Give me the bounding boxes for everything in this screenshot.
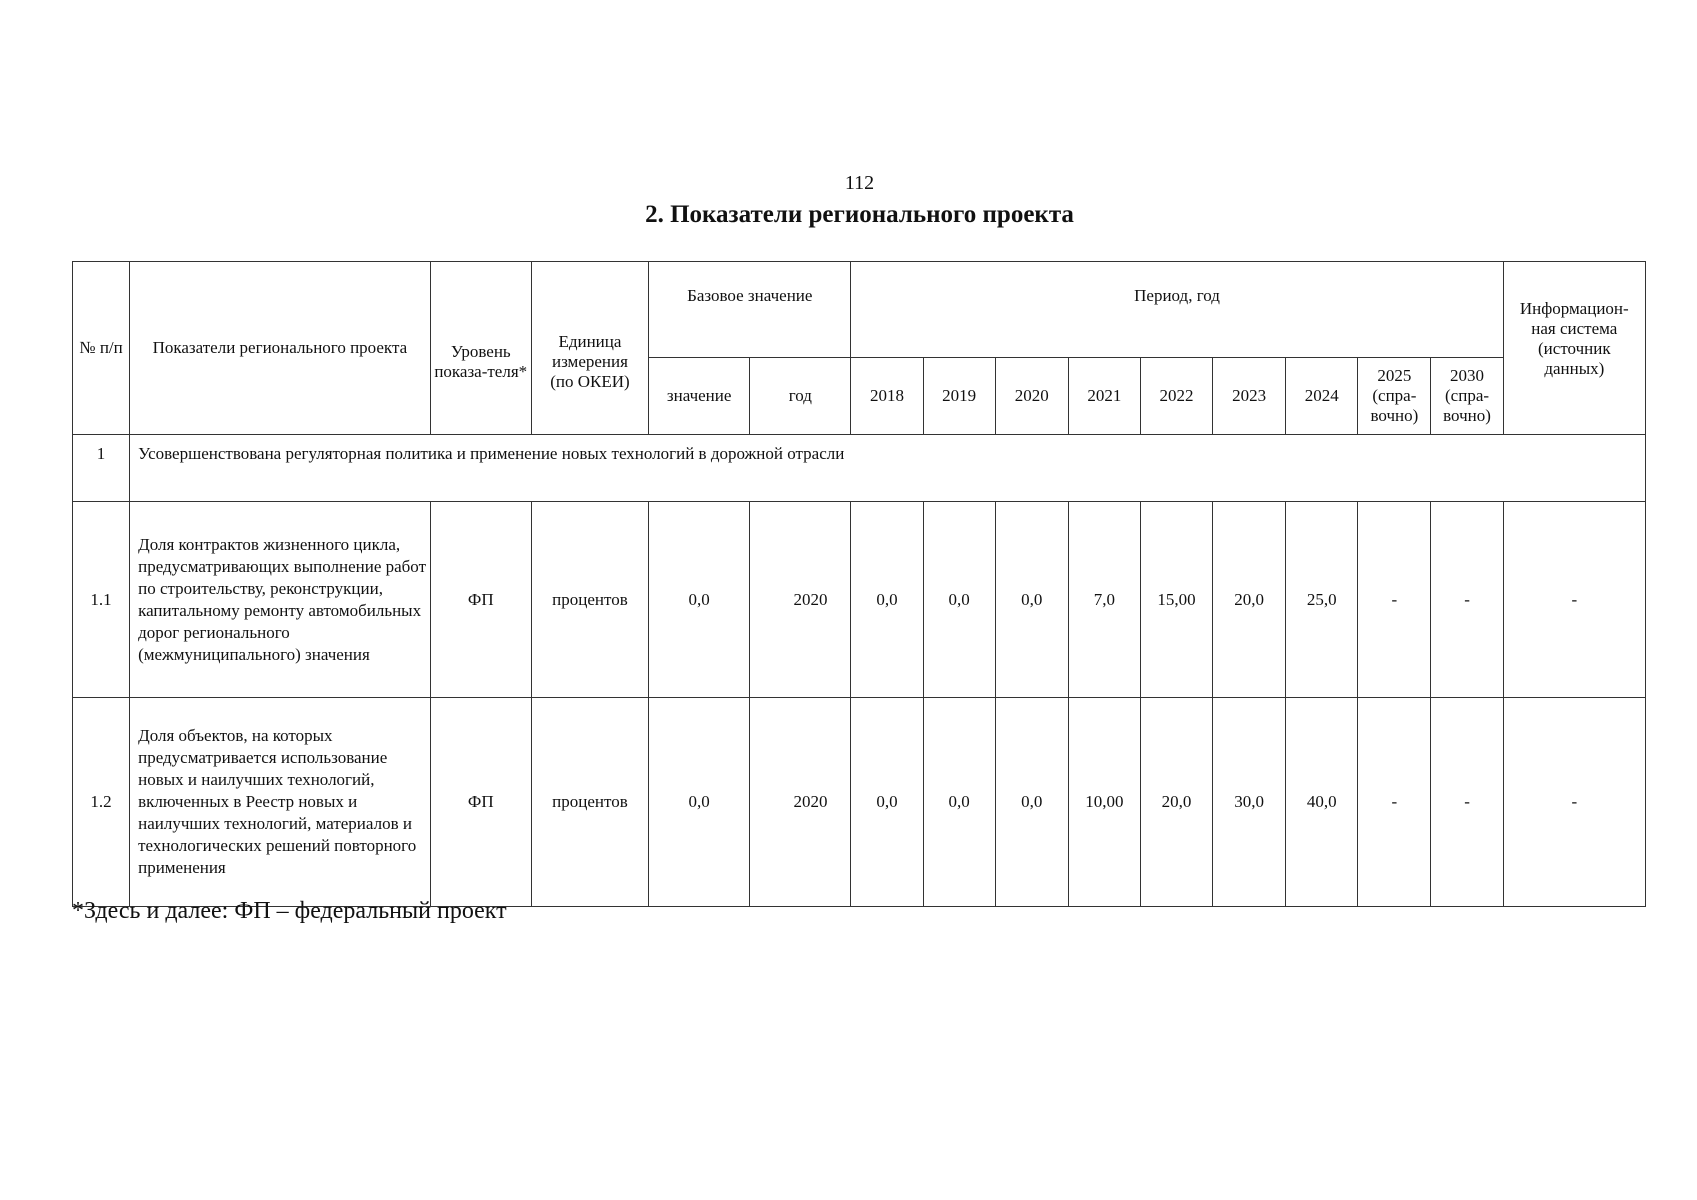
row-value-2018: 0,0 bbox=[851, 698, 923, 907]
section-title: Усовершенствована регуляторная политика и применение новых технологий в дорожной отрасли bbox=[130, 435, 1646, 502]
row-level: ФП bbox=[430, 698, 531, 907]
row-value-2020: 0,0 bbox=[995, 698, 1068, 907]
row-info-system: - bbox=[1503, 502, 1645, 698]
row-value-2024: 40,0 bbox=[1286, 698, 1358, 907]
header-year-2030: 2030 (спра-вочно) bbox=[1431, 358, 1503, 435]
table-row bbox=[73, 698, 1646, 907]
row-value-2025: - bbox=[1358, 502, 1431, 698]
row-value-2019: 0,0 bbox=[923, 698, 995, 907]
row-value-2023: 20,0 bbox=[1213, 502, 1286, 698]
row-value-2024: 25,0 bbox=[1286, 502, 1358, 698]
header-year-2025: 2025 (спра-вочно) bbox=[1358, 358, 1431, 435]
row-value-2018: 0,0 bbox=[851, 502, 923, 698]
section-number: 1 bbox=[73, 435, 130, 502]
row-value-2022: 15,00 bbox=[1140, 502, 1212, 698]
row-value-2023: 30,0 bbox=[1213, 698, 1286, 907]
row-base-value: 0,0 bbox=[649, 698, 750, 907]
row-base-year: 2020 bbox=[750, 502, 851, 698]
header-row-top bbox=[73, 262, 1646, 358]
header-year: год bbox=[750, 358, 851, 435]
row-base-year: 2020 bbox=[750, 698, 851, 907]
header-period: Период, год bbox=[851, 262, 1503, 358]
row-value-2021: 7,0 bbox=[1068, 502, 1140, 698]
row-value-2020: 0,0 bbox=[995, 502, 1068, 698]
header-level: Уровень показа-теля* bbox=[430, 262, 531, 435]
header-unit: Единица измерения (по ОКЕИ) bbox=[531, 262, 648, 435]
row-base-value: 0,0 bbox=[649, 502, 750, 698]
row-number: 1.2 bbox=[73, 698, 130, 907]
header-base-value: Базовое значение bbox=[649, 262, 851, 358]
header-value: значение bbox=[649, 358, 750, 435]
row-info-system: - bbox=[1503, 698, 1645, 907]
row-value-2021: 10,00 bbox=[1068, 698, 1140, 907]
header-year-2020: 2020 bbox=[995, 358, 1068, 435]
indicators-table bbox=[72, 261, 1646, 907]
table-row bbox=[73, 502, 1646, 698]
header-year-2021: 2021 bbox=[1068, 358, 1140, 435]
header-year-2022: 2022 bbox=[1140, 358, 1212, 435]
row-value-2030: - bbox=[1431, 698, 1503, 907]
header-year-2018: 2018 bbox=[851, 358, 923, 435]
page-number: 112 bbox=[844, 172, 875, 194]
footnote: *Здесь и далее: ФП – федеральный проект bbox=[72, 898, 507, 924]
row-indicator: Доля контрактов жизненного цикла, предусматривающих выполнение работ по строительству, реконструкции, капитальному ремонту автомобильных дорог регионального (межмуниципального) значения bbox=[130, 502, 431, 698]
header-year-2023: 2023 bbox=[1213, 358, 1286, 435]
row-unit: процентов bbox=[531, 502, 648, 698]
header-year-2024: 2024 bbox=[1286, 358, 1358, 435]
row-level: ФП bbox=[430, 502, 531, 698]
row-value-2030: - bbox=[1431, 502, 1503, 698]
row-value-2019: 0,0 bbox=[923, 502, 995, 698]
header-year-2019: 2019 bbox=[923, 358, 995, 435]
header-number: № п/п bbox=[73, 262, 130, 435]
row-number: 1.1 bbox=[73, 502, 130, 698]
row-value-2025: - bbox=[1358, 698, 1431, 907]
header-indicator: Показатели регионального проекта bbox=[130, 262, 431, 435]
section-row bbox=[73, 435, 1646, 502]
row-indicator: Доля объектов, на которых предусматривается использование новых и наилучших технологий, включенных в Реестр новых и наилучших технологий, материалов и технологических решений повторного применения bbox=[130, 698, 431, 907]
row-value-2022: 20,0 bbox=[1140, 698, 1212, 907]
row-unit: процентов bbox=[531, 698, 648, 907]
page-title: 2. Показатели регионального проекта bbox=[645, 201, 1074, 228]
header-info-system: Информацион-ная система (источник данных) bbox=[1503, 262, 1645, 435]
